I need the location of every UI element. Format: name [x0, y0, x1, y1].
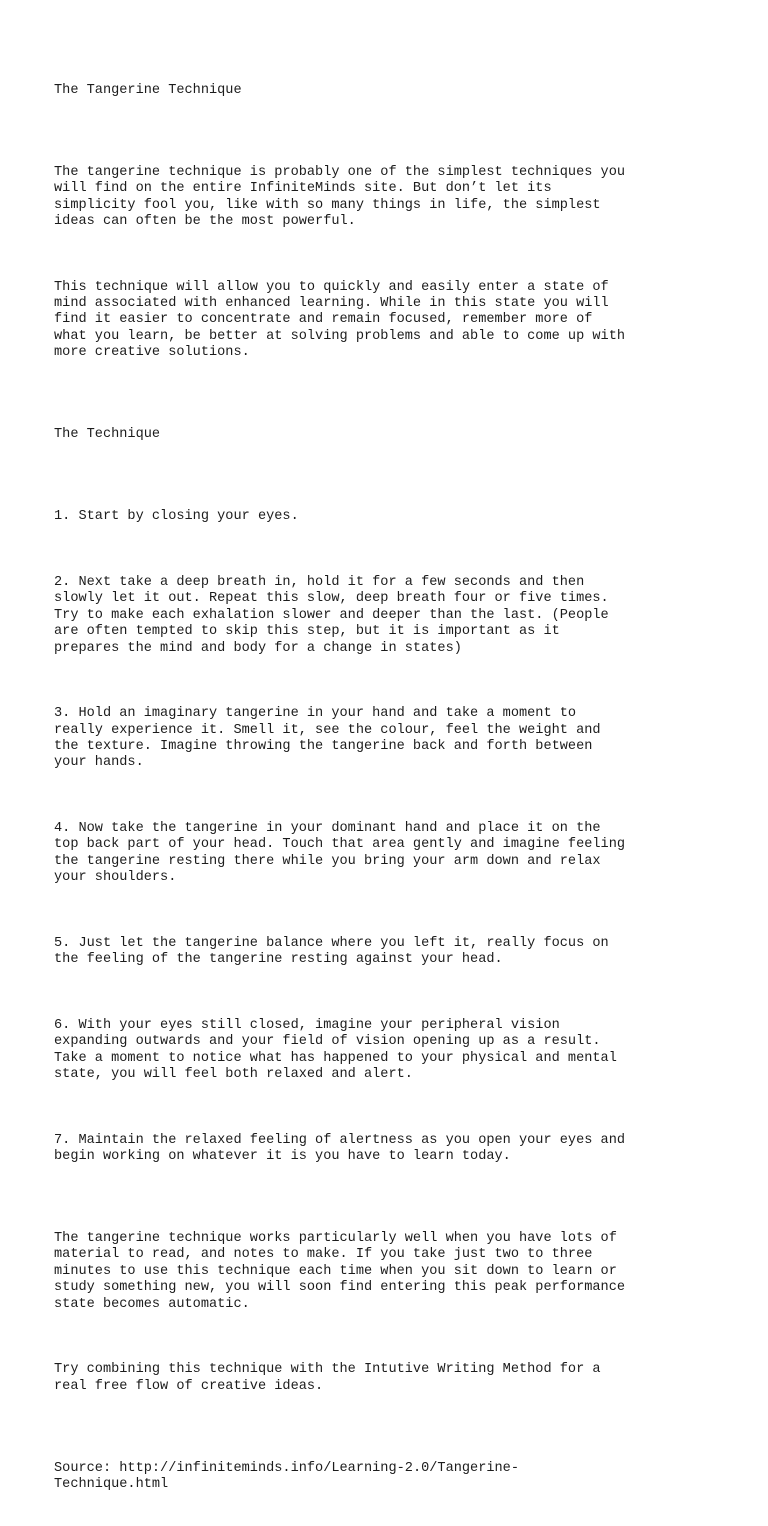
- intro-paragraph: The tangerine technique is probably one of the simplest techniques you will find on the entire InfiniteMinds site. But don’t let its simplicity fool you, like with so many things in life, the simplest ideas can often be the most powerful.: [54, 164, 626, 230]
- closing-paragraph: Try combining this technique with the Intutive Writing Method for a real free flow of creative ideas.: [54, 1362, 601, 1394]
- section-heading: The Technique: [54, 427, 161, 443]
- step-5: 5. Just let the tangerine balance where you left it, really focus on the feeling of the tangerine resting against your head.: [54, 935, 609, 968]
- source-line: [54, 1461, 754, 1494]
- step-3: 3. Hold an imaginary tangerine in your hand and take a moment to really experience it. Smell it, see the colour, feel the weight and the texture. Imagine throwing the tangerine back and forth between your hands.: [54, 706, 601, 771]
- closing-paragraph: The tangerine technique works particularly well when you have lots of material to read, and notes to make. If you take just two to three minutes to use this technique each time when you sit down to learn or study something new, you will soon find entering this peak performance state becomes automatic.: [54, 1231, 626, 1312]
- source-link[interactable]: http://infiniteminds.info/Learning-2.0/Tangerine- Technique.html: [54, 1460, 519, 1493]
- step-1: 1. Start by closing your eyes.: [54, 509, 299, 525]
- step-6: 6. With your eyes still closed, imagine your peripheral vision expanding outwards and your field of vision opening up as a result. Take a moment to notice what has happened to your physical and mental state, you will feel both relaxed and alert.: [54, 1017, 617, 1083]
- source-label: Source:: [54, 1460, 120, 1476]
- step-7: 7. Maintain the relaxed feeling of alertness as you open your eyes and begin working on whatever it is you have to learn today.: [54, 1132, 626, 1165]
- step-4: 4. Now take the tangerine in your dominant hand and place it on the top back part of your head. Touch that area gently and imagine feeling the tangerine resting there while you bring your arm down and relax your shoulders.: [54, 820, 626, 886]
- document-title: The Tangerine Technique: [54, 82, 242, 98]
- intro-paragraph: This technique will allow you to quickly and easily enter a state of mind associated with enhanced learning. While in this state you will find it easier to concentrate and remain focused, remember more of what you learn, be better at solving problems and able to come up with more creative solutions.: [54, 279, 626, 361]
- document-page: [54, 50, 754, 1526]
- step-2: 2. Next take a deep breath in, hold it for a few seconds and then slowly let it out. Repeat this slow, deep breath four or five times. Try to make each exhalation slower and deeper than the last. (People are often tempted to skip this step, but it is important as it prepares the mind and body for a change in states): [54, 574, 609, 656]
